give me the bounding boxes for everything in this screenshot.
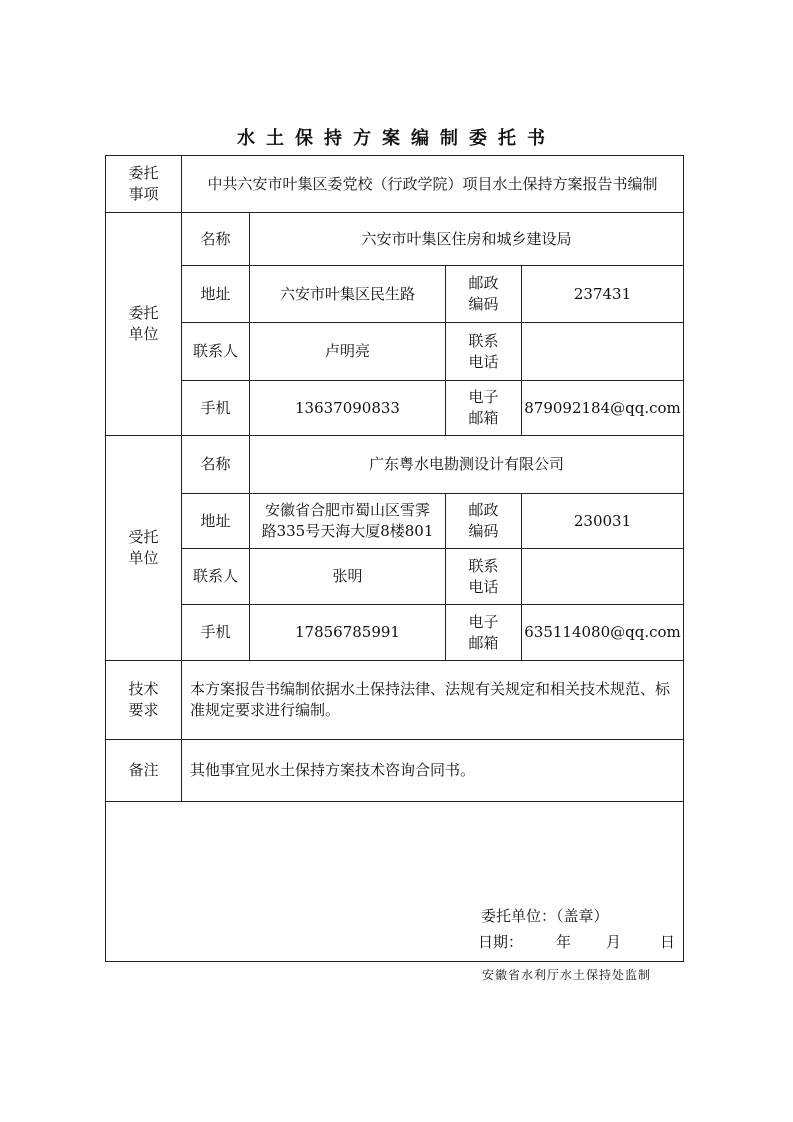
entrusting-postcode-label: 邮政编码 [446,266,522,323]
entrusting-mobile-row [106,381,684,436]
entrusted-email-label: 电子邮箱 [446,605,522,661]
entrusted-contact-label: 联系人 [182,549,250,605]
signature-area-row [106,802,684,962]
entrusting-email-label: 电子邮箱 [446,381,522,436]
entrusted-name-value: 广东粤水电勘测设计有限公司 [250,436,684,494]
entrusted-postcode-label: 邮政编码 [446,494,522,549]
entrusting-mobile-value: 13637090833 [250,381,446,436]
signature-unit: 委托单位：（盖章） [481,907,609,925]
entrusting-email-value: 879092184@qq.com [522,381,684,436]
issuer-footer: 安徽省水利厅水土保持处监制 [482,968,652,982]
remarks-label: 备注 [106,740,182,802]
date-label: 日期： [478,933,524,951]
tech-requirements-row [106,661,684,740]
entrusting-phone-label: 联系电话 [446,323,522,381]
entrusted-mobile-value: 17856785991 [250,605,446,661]
entrusted-phone-value [522,549,684,605]
entrust-matter-value: 中共六安市叶集区委党校（行政学院）项目水土保持方案报告书编制 [182,156,684,213]
entrusting-address-row [106,266,684,323]
entrusting-contact-value: 卢明亮 [250,323,446,381]
entrusting-phone-value [522,323,684,381]
signature-area [106,802,684,962]
date-day: 日 [660,933,676,951]
entrusted-name-row [106,436,684,494]
entrusting-contact-row [106,323,684,381]
entrusting-address-value: 六安市叶集区民生路 [250,266,446,323]
entrusting-party-label: 委托单位 [106,213,182,436]
entrust-matter-row [106,156,684,213]
entrusting-name-value: 六安市叶集区住房和城乡建设局 [250,213,684,266]
entrusted-address-line1: 安徽省合肥市蜀山区雪霁 [264,501,430,519]
entrusted-phone-label: 联系电话 [446,549,522,605]
date-year: 年 [556,933,572,951]
entrusted-address-row [106,494,684,549]
date-month: 月 [606,933,622,951]
entrust-matter-label: 委托事项 [106,156,182,213]
entrusting-contact-label: 联系人 [182,323,250,381]
entrusting-postcode-value: 237431 [522,266,684,323]
entrusted-contact-value: 张明 [250,549,446,605]
entrusted-email-value: 635114080@qq.com [522,605,684,661]
entrusting-mobile-label: 手机 [182,381,250,436]
entrusted-postcode-value: 230031 [522,494,684,549]
entrusted-address-label: 地址 [182,494,250,549]
entrusting-address-label: 地址 [182,266,250,323]
entrusted-mobile-row [106,605,684,661]
remarks-row [106,740,684,802]
entrusting-name-row [106,213,684,266]
entrusting-name-label: 名称 [182,213,250,266]
entrusted-contact-row [106,549,684,605]
tech-requirements-label: 技术要求 [106,661,182,740]
remarks-value: 其他事宜见水土保持方案技术咨询合同书。 [182,740,684,802]
entrust-form-table [105,155,684,962]
document-title: 水土保持方案编制委托书 [237,128,556,149]
entrusted-name-label: 名称 [182,436,250,494]
entrusted-address-line2: 路335号天海大厦8楼801 [261,522,434,540]
entrusted-mobile-label: 手机 [182,605,250,661]
entrusted-party-label: 受托单位 [106,436,182,661]
tech-requirements-value: 本方案报告书编制依据水土保持法律、法规有关规定和相关技术规范、标准规定要求进行编制。 [182,661,684,740]
entrusted-address-value [250,494,446,549]
